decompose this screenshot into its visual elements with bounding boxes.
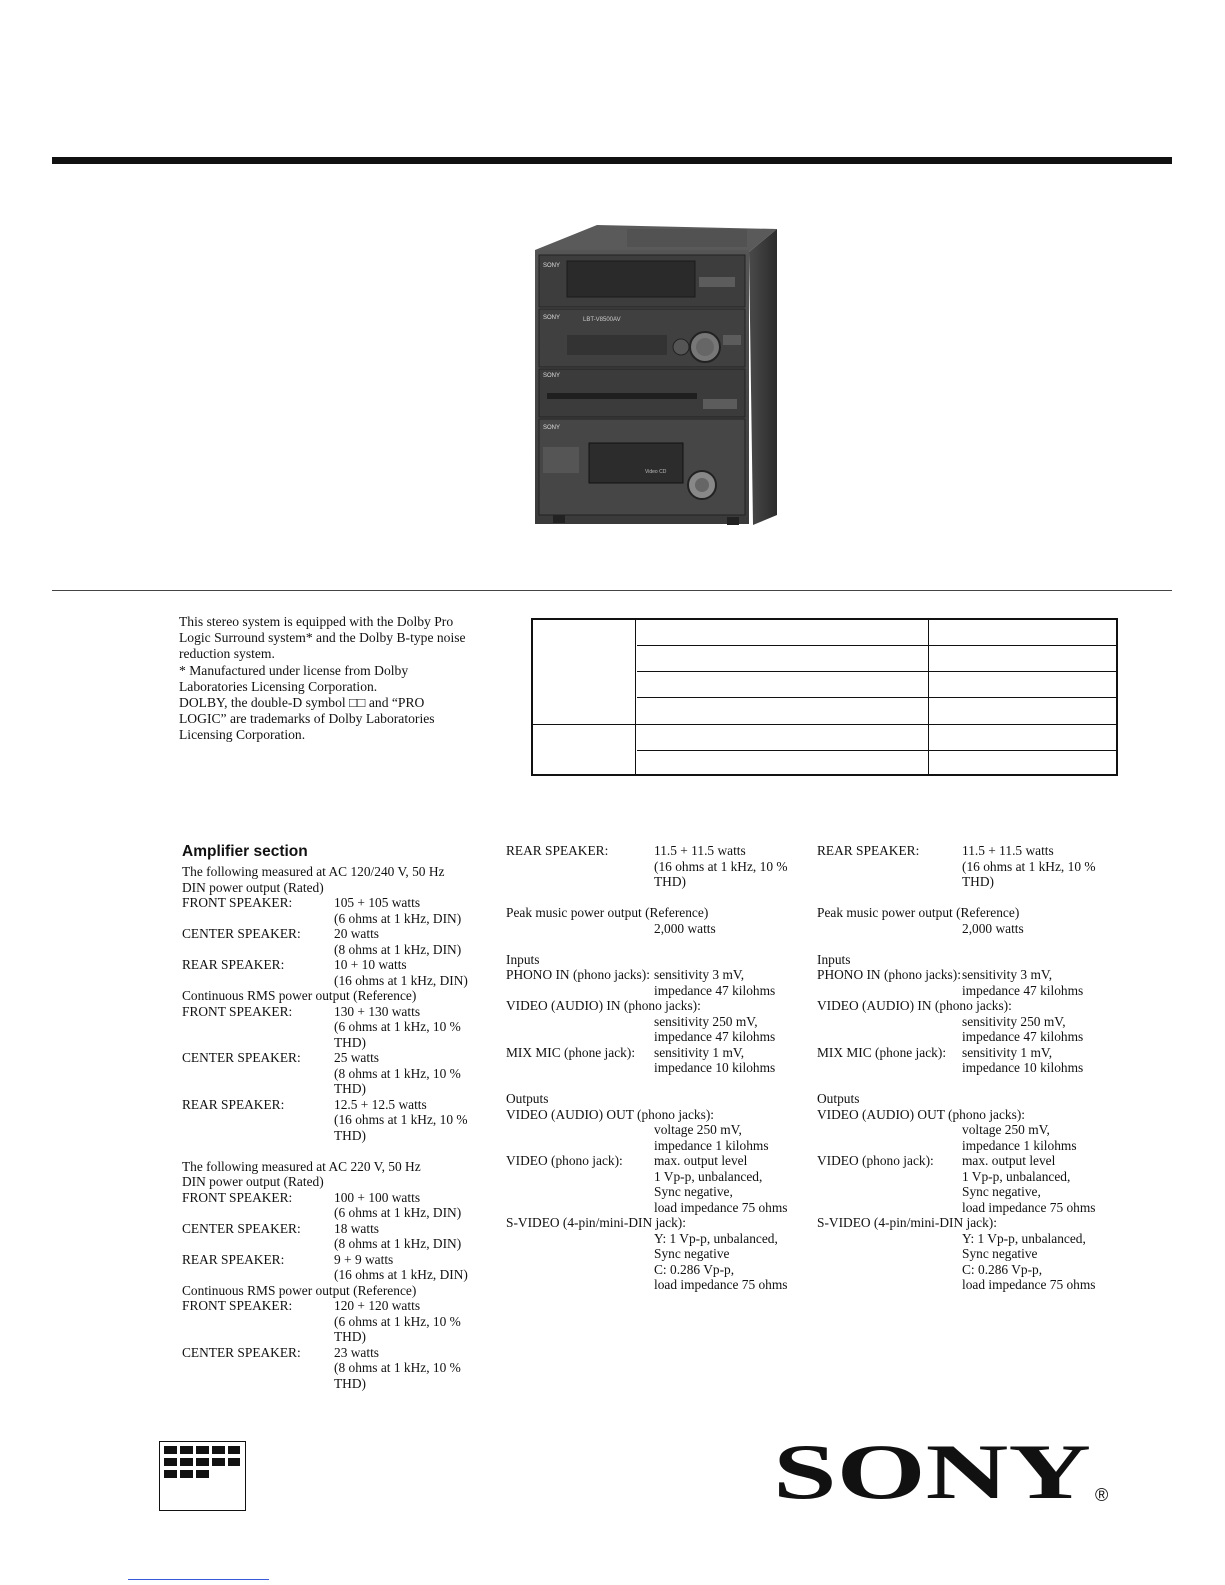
spec-line [182,1283,468,1299]
table-divider [635,620,636,774]
spec-value: C: 0.286 Vp-p, [962,1261,1043,1277]
spec-line [182,1236,468,1252]
spec-value: (16 ohms at 1 kHz, 10 % [962,858,1096,874]
spec-text: S-VIDEO (4-pin/mini-DIN jack): [506,1215,686,1230]
spec-value: THD) [962,874,994,889]
tier3-brand-label: SONY [543,373,561,379]
intro-line: DOLBY, the double-D symbol □□ and “PRO [179,695,425,711]
spec-line [817,1231,1096,1247]
intro-line: Laboratories Licensing Corporation. [179,678,378,694]
spec-value: sensitivity 1 mV, [654,1044,745,1060]
spec-value: impedance 47 kilohms [654,1029,776,1044]
spec-line [506,843,788,859]
spec-value: sensitivity 3 mV, [962,967,1053,982]
spec-text: Peak music power output (Reference) [817,905,1020,920]
spec-value: sensitivity 1 mV, [962,1044,1053,1060]
spec-line [817,859,1096,875]
spec-value: load impedance 75 ohms [654,1277,788,1292]
intro-line: LOGIC” are trademarks of Dolby Laboratories [179,711,435,727]
spec-value: 120 + 120 watts [334,1298,421,1313]
spec-value: 20 watts [334,926,380,941]
spec-text: Inputs [817,951,851,967]
spec-line [182,1174,468,1190]
spec-line [182,1159,468,1175]
spec-text: Peak music power output (Reference) [506,905,709,920]
spec-value: impedance 1 kilohms [654,1137,769,1153]
spec-line [817,1153,1096,1169]
spec-line [817,1262,1096,1278]
sony-logo-text: SONY [773,1438,1091,1503]
spec-text: VIDEO (AUDIO) IN (phono jacks): [506,998,701,1013]
spec-line [506,998,788,1014]
spec-label: REAR SPEAKER: [182,1251,285,1267]
spec-value: THD) [334,1375,366,1391]
spec-line [506,1246,788,1262]
spec-line [506,1231,788,1247]
spec-line [506,983,788,999]
spec-value: 12.5 + 12.5 watts [334,1096,427,1112]
spec-value: Sync negative [962,1246,1038,1261]
spec-label: REAR SPEAKER: [506,843,609,858]
spec-value: 11.5 + 11.5 watts [654,843,746,858]
spec-line [182,1004,468,1020]
spec-line [817,983,1096,999]
spec-value: 100 + 100 watts [334,1189,421,1205]
spec-text: The following measured at AC 220 V, 50 Hz [182,1158,421,1174]
spec-line [817,1246,1096,1262]
spec-label: MIX MIC (phone jack): [817,1044,947,1060]
spec-value: (16 ohms at 1 kHz, DIN) [334,1267,468,1282]
spec-text: VIDEO (AUDIO) OUT (phono jacks): [506,1106,715,1122]
spec-label: MIX MIC (phone jack): [506,1044,636,1060]
spec-text: VIDEO (AUDIO) OUT (phono jacks): [817,1106,1026,1122]
spec-text: Outputs [506,1091,549,1106]
spec-value: sensitivity 3 mV, [654,967,745,982]
spec-line [182,1314,468,1330]
spec-line [182,911,468,927]
spec-value: load impedance 75 ohms [654,1199,788,1215]
spec-value: Y: 1 Vp-p, unbalanced, [962,1230,1086,1246]
spec-line [817,843,1096,859]
spec-label: FRONT SPEAKER: [182,1189,293,1205]
spec-line [182,1221,468,1237]
spec-line [182,1360,468,1376]
spec-line [506,1169,788,1185]
spec-value: impedance 47 kilohms [654,982,776,998]
spec-line [817,1045,1096,1061]
spec-value: impedance 1 kilohms [962,1137,1077,1153]
spec-line [506,1153,788,1169]
spec-value: impedance 10 kilohms [962,1060,1084,1075]
model-label: LBT-V8500AV [583,317,621,323]
spec-line [182,864,468,880]
spec-gap [817,936,1096,952]
spec-line [182,1081,468,1097]
spec-value: Sync negative, [962,1184,1041,1199]
spec-line [182,988,468,1004]
spec-gap [817,890,1096,906]
spec-line [506,921,788,937]
spec-line [506,952,788,968]
spec-value: (8 ohms at 1 kHz, DIN) [334,1236,462,1251]
spec-value: impedance 47 kilohms [962,982,1084,998]
table-row-line [637,750,1116,751]
spec-value: C: 0.286 Vp-p, [654,1261,735,1277]
spec-value: 11.5 + 11.5 watts [962,843,1054,858]
sony-logo [773,1438,1123,1503]
spec-line [182,942,468,958]
grid-mark [159,1441,246,1511]
spec-text: S-VIDEO (4-pin/mini-DIN jack): [817,1215,997,1230]
spec-line [506,1091,788,1107]
spec-line [506,967,788,983]
spec-line [182,1050,468,1066]
spec-label: VIDEO (phono jack): [817,1153,934,1168]
middle-rule [52,590,1172,591]
small-knob [673,339,689,355]
spec-value: max. output level [962,1153,1056,1168]
spec-line [506,1215,788,1231]
spec-text: The following measured at AC 120/240 V, 50 Hz [182,864,445,879]
footer-link-underline[interactable] [128,1579,269,1580]
dolby-notice [179,614,479,744]
model-table [531,618,1118,776]
spec-value: voltage 250 mV, [654,1122,742,1137]
spec-line [817,1215,1096,1231]
spec-value: 18 watts [334,1220,380,1236]
spec-value: 130 + 130 watts [334,1003,421,1019]
spec-label: FRONT SPEAKER: [182,895,293,910]
spec-line [182,895,468,911]
spec-gap [817,1076,1096,1092]
video-cd-label: Video CD [645,469,667,475]
spec-value: 25 watts [334,1050,380,1065]
spec-line [817,1107,1096,1123]
spec-line [817,1029,1096,1045]
spec-label: CENTER SPEAKER: [182,1050,301,1065]
spec-value: (16 ohms at 1 kHz, 10 % [334,1112,468,1127]
spec-value: THD) [334,1081,366,1096]
spec-line [506,1200,788,1216]
amplifier-section-heading: Amplifier section [182,843,308,860]
spec-value: THD) [334,1034,366,1050]
registered-mark: ® [1095,1485,1109,1503]
intro-line: This stereo system is equipped with the Dolby Pro [179,614,454,629]
spec-line [817,967,1096,983]
spec-line [817,952,1096,968]
unit-side [749,229,777,525]
spec-text: VIDEO (AUDIO) IN (phono jacks): [817,998,1012,1013]
spec-line [182,1298,468,1314]
spec-line [182,1252,468,1268]
intro-line: Logic Surround system* and the Dolby B-type noise [179,630,466,646]
spec-gap [506,1076,788,1092]
spec-line [506,1277,788,1293]
spec-line [182,1345,468,1361]
spec-line [182,1066,468,1082]
spec-value: 1 Vp-p, unbalanced, [654,1168,763,1184]
tier1-brand-label: SONY [543,263,561,269]
spec-value: Y: 1 Vp-p, unbalanced, [654,1230,778,1246]
spec-gap [182,1143,468,1159]
spec-value: impedance 47 kilohms [962,1029,1084,1044]
spec-gap [506,890,788,906]
spec-gap [506,936,788,952]
tier2-brand-label: SONY [543,315,561,321]
spec-line [817,1091,1096,1107]
spec-text: Continuous RMS power output (Reference) [182,988,417,1003]
spec-value: 2,000 watts [654,920,716,936]
spec-value: (6 ohms at 1 kHz, DIN) [334,910,462,926]
disc-tray [547,393,697,399]
tier4-brand-label: SONY [543,425,561,431]
spec-line [182,1267,468,1283]
spec-line [506,1060,788,1076]
spec-line [817,921,1096,937]
spec-text: Outputs [817,1091,860,1106]
spec-label: REAR SPEAKER: [182,1096,285,1112]
intro-line: * Manufactured under license from Dolby [179,662,409,678]
spec-value: 23 watts [334,1344,380,1360]
spec-line [817,1200,1096,1216]
spec-line [506,1014,788,1030]
spec-line [817,905,1096,921]
spec-line [506,1107,788,1123]
spec-line [182,973,468,989]
spec-line [817,1014,1096,1030]
spec-line [182,1128,468,1144]
spec-text: DIN power output (Rated) [182,1174,324,1189]
spec-line [506,905,788,921]
spec-label: CENTER SPEAKER: [182,926,301,941]
spec-value: 2,000 watts [962,920,1024,936]
spec-line [182,957,468,973]
spec-value: (6 ohms at 1 kHz, DIN) [334,1205,462,1220]
spec-line [817,1138,1096,1154]
spec-line [182,1205,468,1221]
intro-line: Licensing Corporation. [179,727,306,743]
spec-line [182,1097,468,1113]
spec-line [506,1184,788,1200]
spec-line [182,880,468,896]
spec-value: (8 ohms at 1 kHz, DIN) [334,941,462,957]
spec-value: sensitivity 250 mV, [654,1013,758,1029]
spec-line [817,1122,1096,1138]
spec-line [506,874,788,890]
spec-value: (16 ohms at 1 kHz, 10 % [654,858,788,874]
spec-value: THD) [334,1127,366,1143]
spec-value: THD) [654,874,686,889]
spec-value: max. output level [654,1153,748,1168]
spec-value: (16 ohms at 1 kHz, DIN) [334,972,468,988]
spec-line [817,1060,1096,1076]
spec-line [506,1029,788,1045]
spec-line [817,998,1096,1014]
spec-value: THD) [334,1329,366,1344]
table-row-line [637,645,1116,646]
spec-line [182,1035,468,1051]
spec-line [182,1112,468,1128]
spec-line [182,926,468,942]
spec-value: (8 ohms at 1 kHz, 10 % [334,1065,461,1081]
spec-label: REAR SPEAKER: [182,957,285,972]
spec-value: 105 + 105 watts [334,895,421,910]
spec-line [182,1190,468,1206]
specs-column-2 [506,843,788,1293]
spec-value: 10 + 10 watts [334,957,407,972]
spec-value: sensitivity 250 mV, [962,1013,1066,1029]
spec-label: PHONO IN (phono jacks): [506,967,650,982]
spec-text: Inputs [506,951,540,967]
spec-value: 1 Vp-p, unbalanced, [962,1168,1071,1184]
top-rule [52,157,1172,164]
spec-value: load impedance 75 ohms [962,1277,1096,1292]
video-cd-window [589,443,683,483]
spec-line [506,1045,788,1061]
table-row-line [533,724,1116,725]
spec-line [506,1122,788,1138]
spec-value: load impedance 75 ohms [962,1199,1096,1215]
spec-label: VIDEO (phono jack): [506,1153,623,1168]
spec-value: (8 ohms at 1 kHz, 10 % [334,1360,461,1375]
spec-line [506,859,788,875]
spec-line [817,1277,1096,1293]
spec-line [817,874,1096,890]
spec-value: 9 + 9 watts [334,1251,394,1267]
spec-value: impedance 10 kilohms [654,1060,776,1075]
spec-value: voltage 250 mV, [962,1122,1050,1137]
display-window [567,261,695,297]
spec-line [817,1184,1096,1200]
spec-line [182,1329,468,1345]
spec-value: Sync negative, [654,1184,733,1199]
spec-label: PHONO IN (phono jacks): [817,967,961,982]
spec-line [817,1169,1096,1185]
spec-value: Sync negative [654,1246,730,1261]
table-row-line [637,671,1116,672]
spec-value: (6 ohms at 1 kHz, 10 % [334,1019,461,1034]
spec-label: CENTER SPEAKER: [182,1344,301,1360]
spec-label: FRONT SPEAKER: [182,1003,293,1019]
table-row-line [637,697,1116,698]
spec-line [506,1262,788,1278]
spec-line [182,1376,468,1392]
spec-label: CENTER SPEAKER: [182,1220,301,1236]
intro-line: reduction system. [179,646,275,662]
specs-column-3 [817,843,1096,1293]
spec-line [506,1138,788,1154]
product-photo [527,215,799,533]
spec-line [182,1019,468,1035]
spec-value: (6 ohms at 1 kHz, 10 % [334,1313,461,1329]
spec-label: REAR SPEAKER: [817,843,920,858]
specs-column-1 [182,843,468,1391]
spec-text: Continuous RMS power output (Reference) [182,1282,417,1298]
spec-text: DIN power output (Rated) [182,879,324,895]
spec-label: FRONT SPEAKER: [182,1298,293,1313]
